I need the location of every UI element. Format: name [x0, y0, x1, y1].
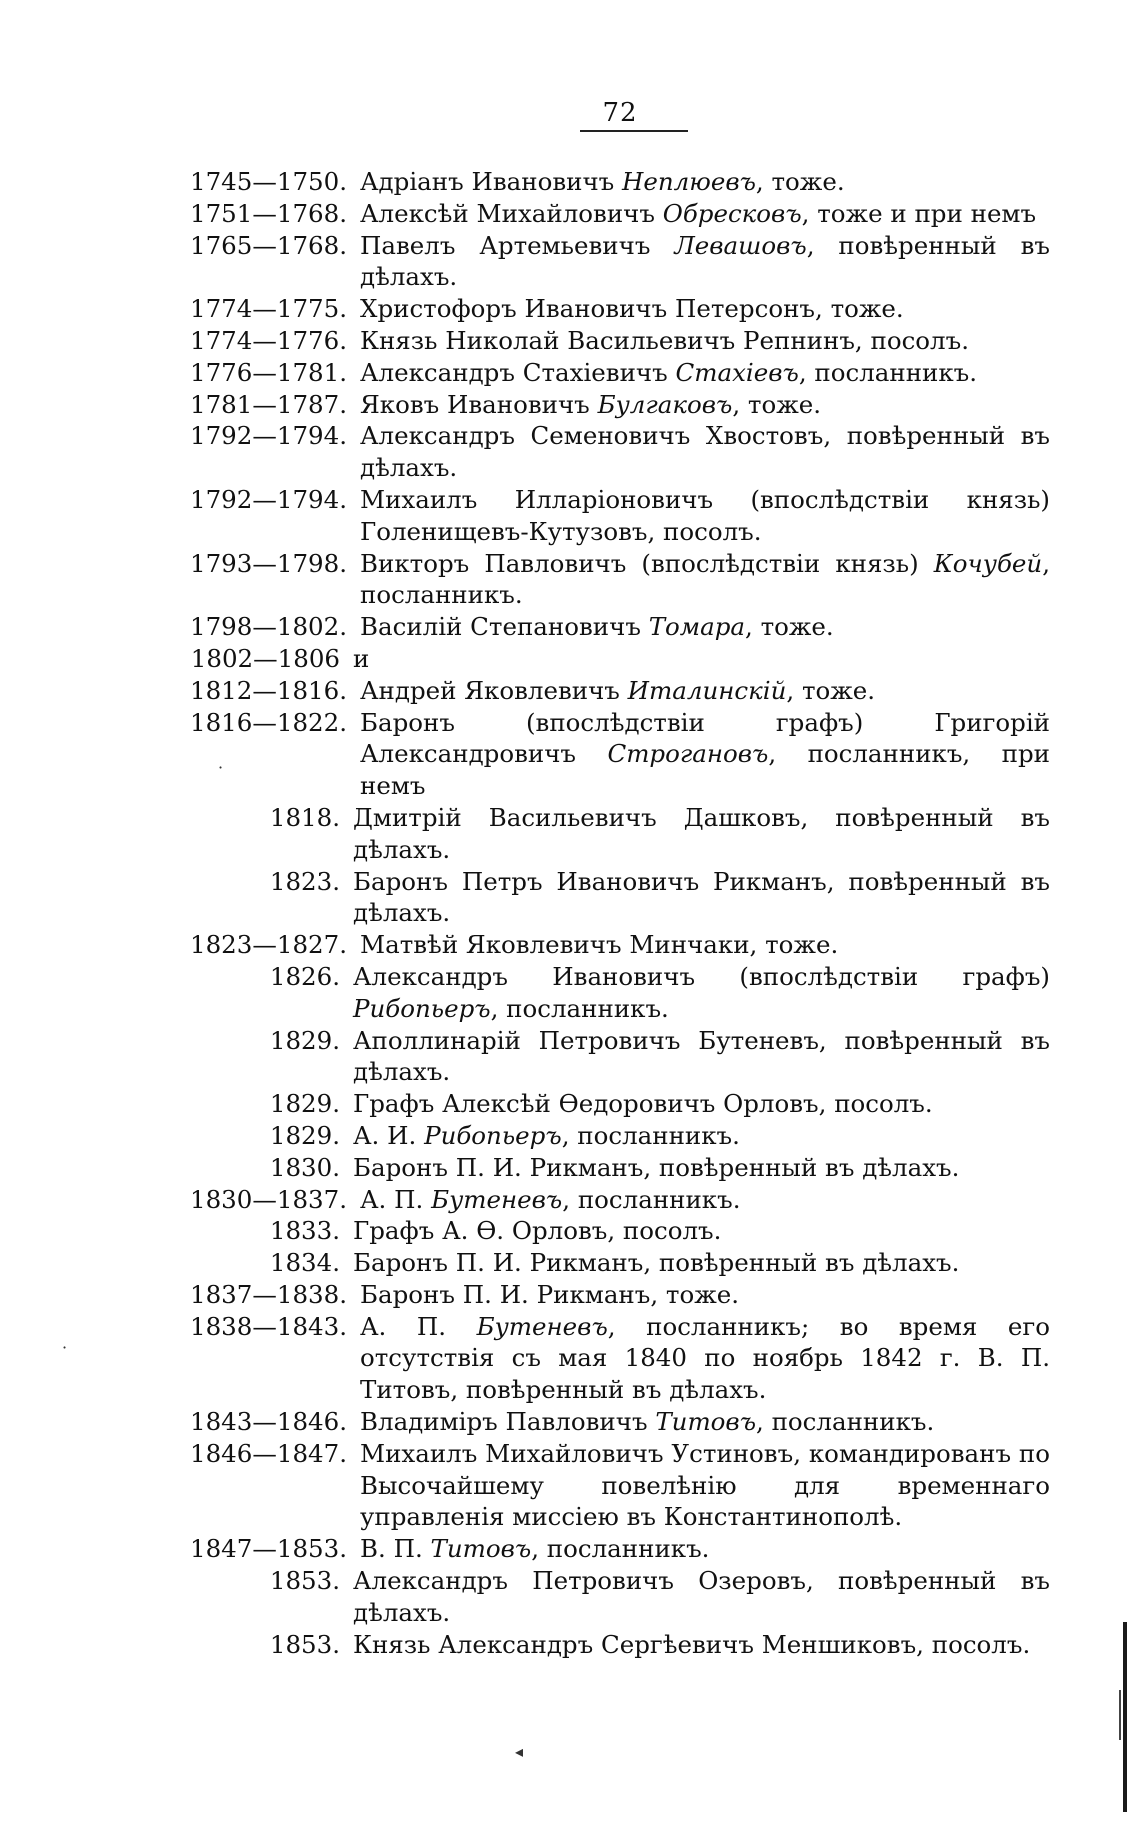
- entry-list: [190, 166, 1050, 1660]
- list-item: [190, 548, 1050, 612]
- entry-text-part: и: [353, 643, 370, 673]
- list-item: [190, 389, 1050, 421]
- entry-text: [360, 357, 1050, 389]
- entry-text-part: Викторъ Павловичъ (впослѣдствіи князь): [360, 548, 934, 578]
- entry-text: [353, 802, 1050, 866]
- entry-text-part: Александръ Петровичъ Озеровъ, повѣренный въ дѣлахъ.: [353, 1566, 1050, 1627]
- entry-date: 1829.: [269, 1025, 340, 1055]
- entry-text-part: А. П.: [360, 1184, 432, 1214]
- entry-text-part: В. П.: [360, 1534, 431, 1564]
- entry-date: 1792—1794.: [190, 484, 347, 514]
- entry-text-part: А. И.: [353, 1120, 425, 1150]
- entry-date: 1846—1847.: [190, 1438, 347, 1468]
- entry-text-part: Князь Николай Васильевичъ Репнинъ, посолъ.: [360, 325, 969, 355]
- entry-date: 1823—1827.: [190, 930, 347, 960]
- entry-text: [360, 230, 1050, 294]
- entry-date: 1823.: [269, 866, 340, 896]
- list-item: [190, 420, 1050, 484]
- entry-text: [353, 1565, 1050, 1629]
- entry-text-part: Андрей Яковлевичъ: [360, 675, 628, 705]
- entry-surname-italic: Булгаковъ: [597, 389, 733, 419]
- list-item: [190, 357, 1050, 389]
- entry-surname-italic: Титовъ: [655, 1407, 757, 1437]
- list-item: [190, 802, 1050, 866]
- list-item: [190, 1088, 1050, 1120]
- entry-text-part: Александръ Стахіевичъ: [360, 357, 676, 387]
- entry-text: [353, 1120, 1050, 1152]
- ink-speck: ·: [62, 1338, 68, 1357]
- entry-date: 1816—1822.: [190, 707, 347, 737]
- entry-text-part: Баронъ Петръ Ивановичъ Рикманъ, повѣренный въ дѣлахъ.: [353, 866, 1050, 928]
- ink-speck: ◂: [515, 1742, 524, 1761]
- entry-text-part: Матвѣй Яковлевичъ Минчаки, тоже.: [360, 930, 839, 960]
- entry-text-part: , посланникъ.: [360, 548, 1050, 610]
- entry-surname-italic: Титовъ: [430, 1534, 532, 1564]
- entry-date: 1833.: [269, 1216, 340, 1246]
- entry-text-part: Дмитрій Васильевичъ Дашковъ, повѣренный въ дѣлахъ.: [353, 802, 1050, 864]
- entry-text-part: , посланникъ.: [798, 357, 978, 387]
- entry-text: [360, 484, 1050, 548]
- list-item: [190, 1629, 1050, 1661]
- list-item: [190, 611, 1050, 643]
- entry-text-part: , тоже.: [786, 675, 876, 705]
- entry-text: [360, 198, 1050, 230]
- entry-text-part: Михаилъ Михайловичъ Устиновъ, командированъ по Высочайшему повелѣнію для временнаго управленія миссіею въ Константинополѣ.: [360, 1438, 1050, 1532]
- entry-text-part: А. П.: [360, 1311, 477, 1341]
- list-item: [190, 643, 1050, 675]
- entry-text: [353, 1025, 1050, 1089]
- entry-text-part: Михаилъ Илларіоновичъ (впослѣдствіи князь) Голенищевъ-Кутузовъ, посолъ.: [360, 484, 1050, 546]
- entry-date: 1774—1776.: [190, 325, 347, 355]
- list-item: [190, 166, 1050, 198]
- entry-date: 1834.: [269, 1248, 340, 1278]
- entry-text-part: Александръ Ивановичъ (впослѣдствіи графъ): [353, 961, 1050, 991]
- entry-text-part: Баронъ П. И. Рикманъ, тоже.: [360, 1279, 740, 1309]
- entry-date: 1798—1802.: [190, 612, 347, 642]
- entry-text-part: , тоже.: [745, 612, 834, 642]
- page-number-rule: [580, 130, 688, 132]
- entry-text: [360, 1279, 1050, 1311]
- list-item: [190, 961, 1050, 1025]
- entry-text-part: , посланникъ.: [490, 993, 669, 1023]
- entry-text: [353, 1152, 1050, 1184]
- entry-text-part: , повѣренный въ дѣлахъ.: [360, 230, 1050, 292]
- entry-date: 1802—1806: [190, 643, 340, 673]
- entry-surname-italic: Рибопьеръ: [424, 1120, 562, 1150]
- page-number: 72: [602, 98, 638, 128]
- entry-date: 1837—1838.: [190, 1279, 347, 1309]
- entry-text: [360, 166, 1050, 198]
- list-item: [190, 1565, 1050, 1629]
- entry-surname-italic: Обресковъ: [662, 198, 802, 228]
- list-item: [190, 198, 1050, 230]
- entry-surname-italic: Рибопьеръ: [353, 993, 491, 1023]
- entry-date: 1838—1843.: [190, 1311, 347, 1341]
- entry-surname-italic: Стахіевъ: [675, 357, 799, 387]
- entry-date: 1792—1794.: [190, 421, 347, 451]
- entry-surname-italic: Италинскій: [627, 675, 787, 705]
- entry-text: [360, 420, 1050, 484]
- entry-text-part: Адріанъ Ивановичъ: [360, 167, 623, 196]
- entry-text-part: Павелъ Артемьевичъ: [360, 230, 675, 260]
- entry-text: [360, 675, 1050, 707]
- page-edge-mark: [1123, 1622, 1127, 1812]
- entry-text-part: , посланникъ.: [561, 1120, 740, 1150]
- entry-date: 1765—1768.: [190, 230, 347, 260]
- list-item: [190, 1279, 1050, 1311]
- entry-date: 1843—1846.: [190, 1407, 347, 1437]
- entry-surname-italic: Кочубей: [933, 548, 1043, 578]
- list-item: [190, 1247, 1050, 1279]
- entry-date: 1774—1775.: [190, 294, 347, 324]
- entry-text-part: Аполлинарій Петровичъ Бутеневъ, повѣренный въ дѣлахъ.: [353, 1025, 1050, 1087]
- ink-speck: ·: [218, 758, 224, 777]
- entry-text-part: Василій Степановичъ: [360, 612, 649, 642]
- entry-text-part: , тоже.: [755, 167, 845, 196]
- entry-text-part: Баронъ П. И. Рикманъ, повѣренный въ дѣлахъ.: [353, 1152, 960, 1182]
- list-item: [190, 1406, 1050, 1438]
- entry-text: [353, 866, 1050, 930]
- entry-text-part: , посланникъ; во время его отсутствія съ мая 1840 по ноябрь 1842 г. В. П. Титовъ, повѣренный въ дѣлахъ.: [360, 1311, 1050, 1405]
- entry-text-part: Александръ Семеновичъ Хвостовъ, повѣренный въ дѣлахъ.: [360, 421, 1050, 483]
- entry-text-part: , тоже.: [732, 389, 822, 419]
- entry-text: [360, 325, 1050, 357]
- entry-surname-italic: Неплюевъ: [622, 167, 756, 196]
- list-item: [190, 1025, 1050, 1089]
- entry-text: [353, 1215, 1050, 1247]
- entry-surname-italic: Томара: [648, 612, 746, 642]
- list-item: [190, 1184, 1050, 1216]
- entry-text-part: , посланникъ.: [756, 1407, 935, 1437]
- entry-date: 1853.: [269, 1629, 340, 1659]
- entry-text-part: Яковъ Ивановичъ: [360, 389, 598, 419]
- entry-text: [360, 1533, 1050, 1565]
- entry-date: 1829.: [269, 1089, 340, 1119]
- entry-date: 1793—1798.: [190, 548, 347, 578]
- list-item: [190, 866, 1050, 930]
- entry-date: 1812—1816.: [190, 675, 347, 705]
- entry-text: [360, 611, 1050, 643]
- list-item: [190, 293, 1050, 325]
- list-item: [190, 325, 1050, 357]
- list-item: [190, 929, 1050, 961]
- entry-date: 1781—1787.: [190, 389, 347, 419]
- entry-text: [353, 1629, 1050, 1661]
- entry-text-part: Христофоръ Ивановичъ Петерсонъ, тоже.: [360, 294, 904, 324]
- entry-text: [360, 1406, 1050, 1438]
- entry-text-part: , посланникъ.: [531, 1534, 710, 1564]
- list-item: [190, 1215, 1050, 1247]
- entry-text-part: Алексѣй Михайловичъ: [360, 198, 663, 228]
- entry-date: 1745—1750.: [190, 167, 347, 196]
- entry-date: 1847—1853.: [190, 1534, 347, 1564]
- list-item: [190, 484, 1050, 548]
- entry-surname-italic: Строгановъ: [607, 739, 769, 769]
- entry-text: [353, 643, 1050, 675]
- entry-text: [353, 961, 1050, 1025]
- entry-text-part: , тоже и при немъ: [801, 198, 1037, 228]
- entry-text-part: Князь Александръ Сергѣевичъ Меншиковъ, посолъ.: [353, 1629, 1031, 1659]
- entry-surname-italic: Бутеневъ: [476, 1311, 608, 1341]
- entry-text: [360, 548, 1050, 612]
- entry-text: [360, 1311, 1050, 1406]
- entry-date: 1776—1781.: [190, 357, 347, 387]
- entry-date: 1826.: [269, 961, 340, 991]
- entry-text-part: Графъ Алексѣй Ѳедоровичъ Орловъ, посолъ.: [353, 1089, 933, 1119]
- list-item: [190, 1533, 1050, 1565]
- entry-date: 1829.: [269, 1120, 340, 1150]
- entry-text-part: , посланникъ, при немъ: [360, 739, 1050, 801]
- page-edge-mark: [1119, 1690, 1121, 1740]
- entry-text: [360, 1184, 1050, 1216]
- entry-text: [353, 1088, 1050, 1120]
- entry-text: [360, 929, 1050, 961]
- list-item: [190, 675, 1050, 707]
- entry-text-part: Владиміръ Павловичъ: [360, 1407, 656, 1437]
- entry-surname-italic: Бутеневъ: [431, 1184, 563, 1214]
- list-item: [190, 707, 1050, 802]
- entry-text: [360, 707, 1050, 802]
- list-item: [190, 1311, 1050, 1406]
- entry-date: 1830.: [269, 1152, 340, 1182]
- entry-text-part: , посланникъ.: [562, 1184, 741, 1214]
- list-item: [190, 230, 1050, 294]
- entry-text: [360, 1438, 1050, 1533]
- entry-text-part: Графъ А. Ѳ. Орловъ, посолъ.: [353, 1216, 722, 1246]
- entry-text-part: Баронъ П. И. Рикманъ, повѣренный въ дѣлахъ.: [353, 1248, 960, 1278]
- list-item: [190, 1152, 1050, 1184]
- entry-date: 1853.: [269, 1566, 340, 1596]
- entry-date: 1751—1768.: [190, 198, 347, 228]
- list-item: [190, 1438, 1050, 1533]
- entry-text-part: Баронъ (впослѣдствіи графъ) Григорій Александровичъ: [360, 707, 1050, 769]
- entry-text: [360, 293, 1050, 325]
- entry-surname-italic: Левашовъ: [674, 230, 807, 260]
- entry-date: 1818.: [269, 802, 340, 832]
- list-item: [190, 1120, 1050, 1152]
- entry-text: [353, 1247, 1050, 1279]
- entry-text: [360, 389, 1050, 421]
- entry-date: 1830—1837.: [190, 1184, 347, 1214]
